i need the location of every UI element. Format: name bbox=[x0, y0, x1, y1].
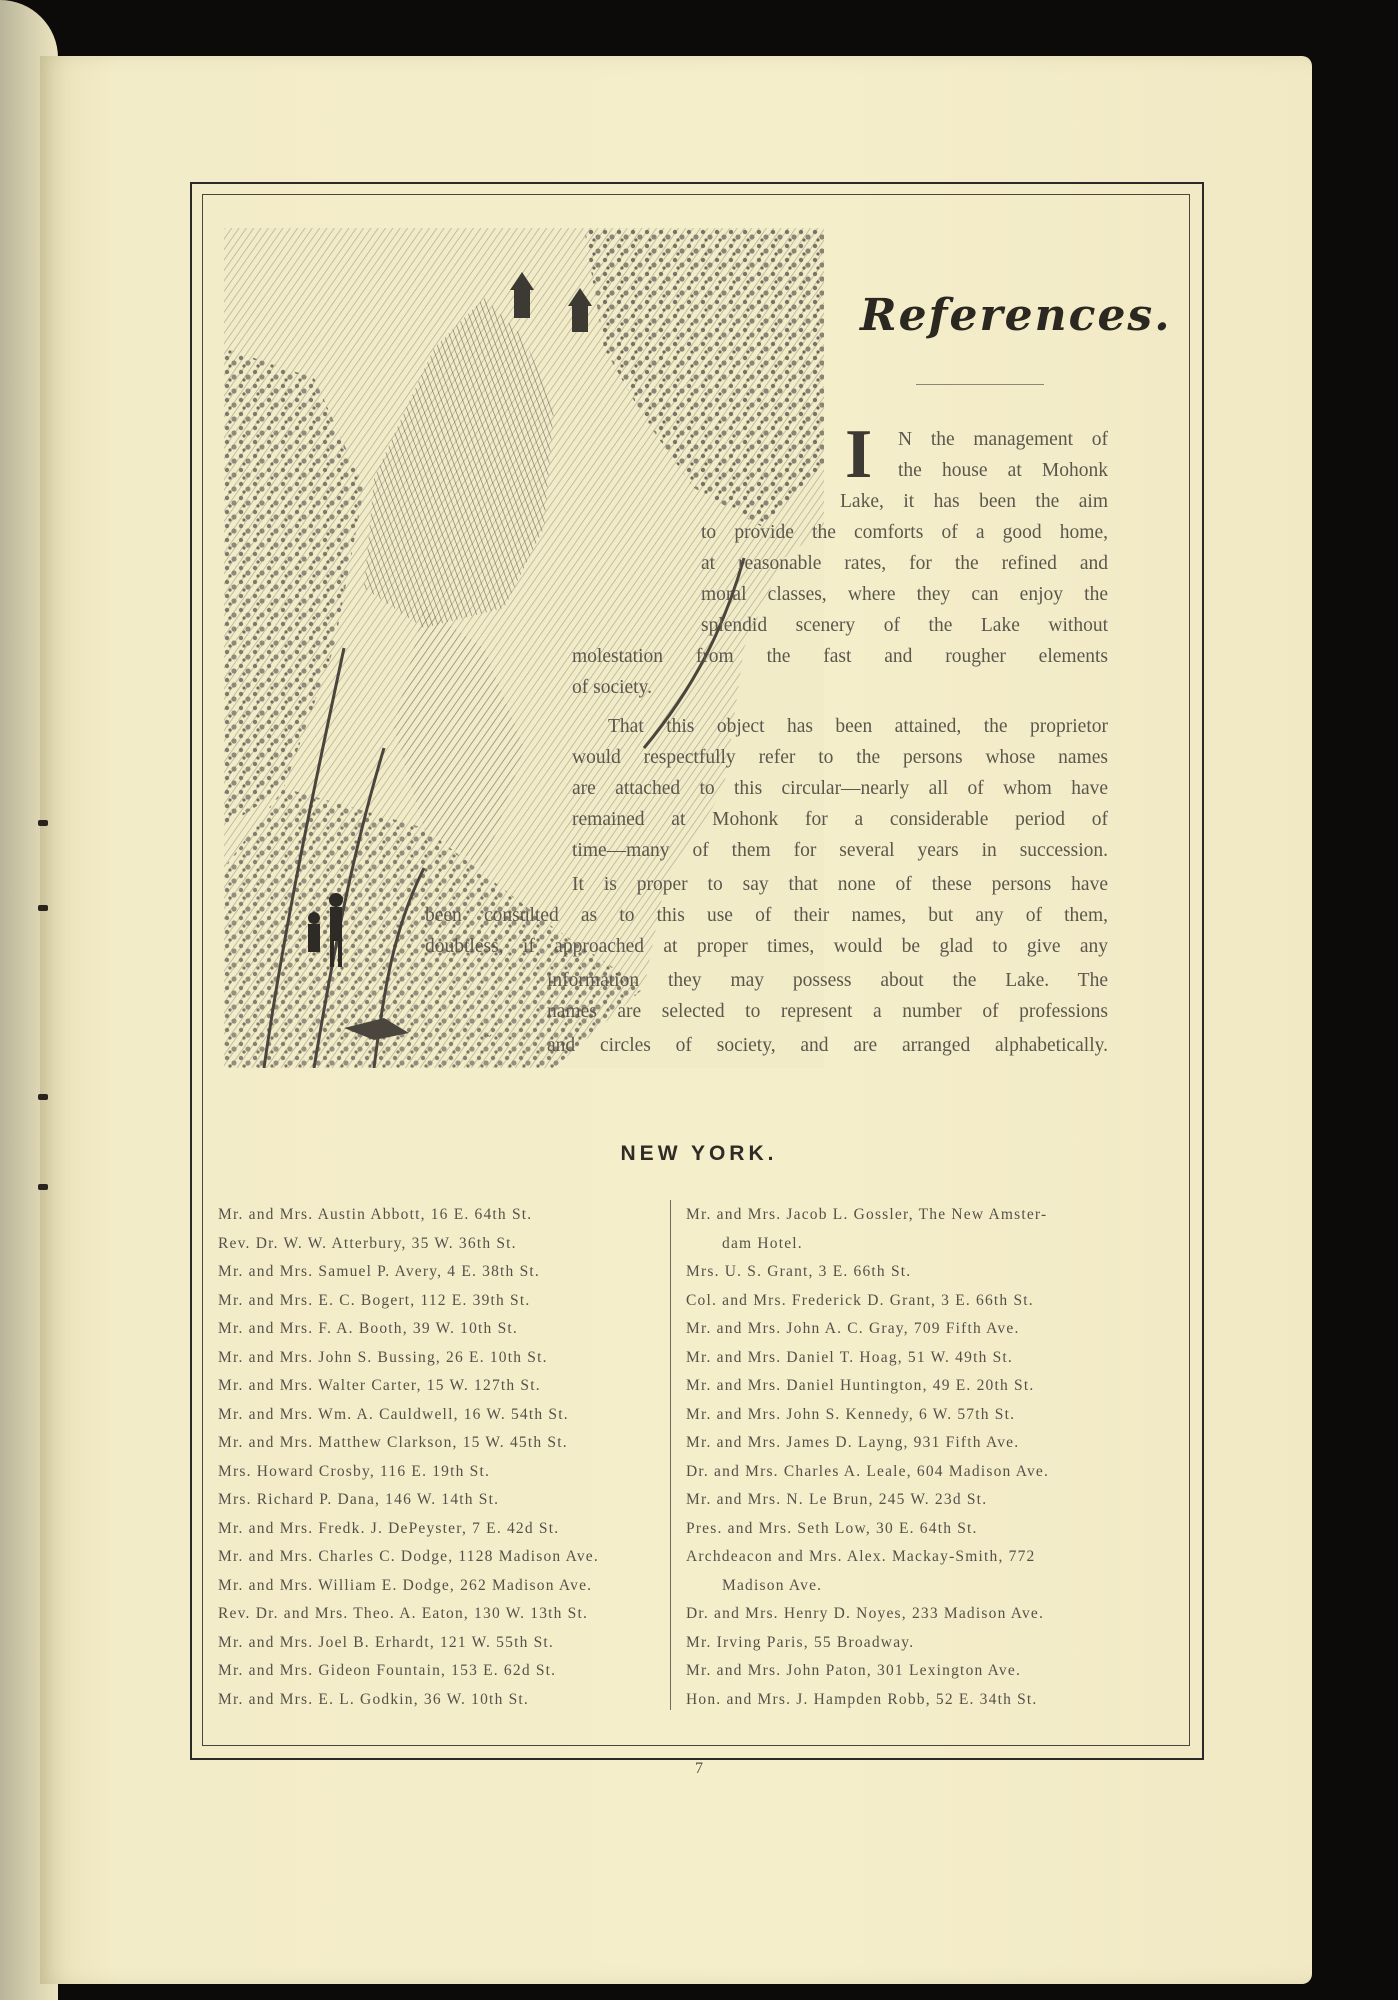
list-item: Mr. and Mrs. John Paton, 301 Lexington Ave. bbox=[686, 1662, 1022, 1679]
list-item: Dr. and Mrs. Charles A. Leale, 604 Madison Ave. bbox=[686, 1463, 1050, 1480]
list-item: dam Hotel. bbox=[722, 1235, 803, 1252]
list-item: Pres. and Mrs. Seth Low, 30 E. 64th St. bbox=[686, 1520, 978, 1537]
list-item: Mr. and Mrs. John S. Kennedy, 6 W. 57th St. bbox=[686, 1406, 1016, 1423]
intro-line: are attached to this circular—nearly all of whom have bbox=[572, 778, 1108, 799]
intro-line: It is proper to say that none of these persons have bbox=[572, 874, 1108, 895]
list-item: Madison Ave. bbox=[722, 1577, 823, 1594]
list-item: Mr. and Mrs. Austin Abbott, 16 E. 64th St. bbox=[218, 1206, 533, 1223]
list-item: Mrs. U. S. Grant, 3 E. 66th St. bbox=[686, 1263, 912, 1280]
list-item: Mr. and Mrs. Daniel T. Hoag, 51 W. 49th St. bbox=[686, 1349, 1014, 1366]
intro-line: to provide the comforts of a good home, bbox=[701, 522, 1108, 543]
page-number: 7 bbox=[695, 1760, 703, 1777]
intro-line: at reasonable rates, for the refined and bbox=[701, 553, 1108, 574]
list-item: Mr. and Mrs. Gideon Fountain, 153 E. 62d St. bbox=[218, 1662, 557, 1679]
list-item: Mr. and Mrs. N. Le Brun, 245 W. 23d St. bbox=[686, 1491, 988, 1508]
list-item: Mr. and Mrs. John S. Bussing, 26 E. 10th St. bbox=[218, 1349, 548, 1366]
intro-line: N the management of bbox=[898, 429, 1108, 450]
list-item: Col. and Mrs. Frederick D. Grant, 3 E. 66th St. bbox=[686, 1292, 1034, 1309]
intro-line: of society. bbox=[572, 677, 652, 698]
intro-line: time—many of them for several years in succession. bbox=[572, 840, 1108, 861]
list-item: Mr. and Mrs. Jacob L. Gossler, The New Amster- bbox=[686, 1206, 1048, 1223]
list-item: Mr. and Mrs. Fredk. J. DePeyster, 7 E. 42d St. bbox=[218, 1520, 560, 1537]
intro-line: information they may possess about the Lake. The bbox=[547, 970, 1108, 991]
svg-text:~: ~ bbox=[484, 1029, 492, 1044]
list-item: Mr. and Mrs. Daniel Huntington, 49 E. 20th St. bbox=[686, 1377, 1035, 1394]
section-heading: NEW YORK. bbox=[620, 1142, 778, 1165]
intro-line: names are selected to represent a number of professions bbox=[547, 1001, 1108, 1022]
intro-line: moral classes, where they can enjoy the bbox=[701, 584, 1108, 605]
list-item: Mr. and Mrs. Joel B. Erhardt, 121 W. 55th St. bbox=[218, 1634, 555, 1651]
intro-line: and circles of society, and are arranged alphabetically. bbox=[547, 1035, 1108, 1056]
list-item: Mr. and Mrs. John A. C. Gray, 709 Fifth Ave. bbox=[686, 1320, 1020, 1337]
list-item: Mr. Irving Paris, 55 Broadway. bbox=[686, 1634, 915, 1651]
binding-stitch bbox=[38, 1184, 48, 1190]
intro-line: would respectfully refer to the persons whose names bbox=[572, 747, 1108, 768]
list-item: Mr. and Mrs. Wm. A. Cauldwell, 16 W. 54th St. bbox=[218, 1406, 569, 1423]
list-item: Mr. and Mrs. E. L. Godkin, 36 W. 10th St. bbox=[218, 1691, 529, 1708]
intro-line: been consulted as to this use of their names, but any of them, bbox=[425, 905, 1108, 926]
drop-cap: I bbox=[845, 416, 873, 493]
list-item: Archdeacon and Mrs. Alex. Mackay-Smith, 772 bbox=[686, 1548, 1036, 1565]
intro-line: doubtless, if approached at proper times, would be glad to give any bbox=[425, 936, 1108, 957]
list-item: Mr. and Mrs. E. C. Bogert, 112 E. 39th St. bbox=[218, 1292, 531, 1309]
list-item: Mr. and Mrs. F. A. Booth, 39 W. 10th St. bbox=[218, 1320, 518, 1337]
intro-line: splendid scenery of the Lake without bbox=[701, 615, 1108, 636]
list-item: Mr. and Mrs. James D. Layng, 931 Fifth Ave. bbox=[686, 1434, 1020, 1451]
list-item: Mrs. Richard P. Dana, 146 W. 14th St. bbox=[218, 1491, 500, 1508]
page-title: References. bbox=[860, 290, 1172, 341]
list-item: Mr. and Mrs. Samuel P. Avery, 4 E. 38th St. bbox=[218, 1263, 540, 1280]
list-item: Mrs. Howard Crosby, 116 E. 19th St. bbox=[218, 1463, 491, 1480]
list-item: Mr. and Mrs. Charles C. Dodge, 1128 Madison Ave. bbox=[218, 1548, 599, 1565]
list-item: Rev. Dr. and Mrs. Theo. A. Eaton, 130 W. 13th St. bbox=[218, 1605, 589, 1622]
list-item: Mr. and Mrs. William E. Dodge, 262 Madison Ave. bbox=[218, 1577, 593, 1594]
list-item: Mr. and Mrs. Matthew Clarkson, 15 W. 45th St. bbox=[218, 1434, 568, 1451]
list-item: Dr. and Mrs. Henry D. Noyes, 233 Madison Ave. bbox=[686, 1605, 1045, 1622]
list-item: Hon. and Mrs. J. Hampden Robb, 52 E. 34th St. bbox=[686, 1691, 1038, 1708]
intro-line: the house at Mohonk bbox=[898, 460, 1108, 481]
list-item: Mr. and Mrs. Walter Carter, 15 W. 127th St. bbox=[218, 1377, 541, 1394]
column-divider bbox=[670, 1200, 671, 1710]
intro-line: Lake, it has been the aim bbox=[840, 491, 1108, 512]
intro-line: remained at Mohonk for a considerable period of bbox=[572, 809, 1108, 830]
list-item: Rev. Dr. W. W. Atterbury, 35 W. 36th St. bbox=[218, 1235, 517, 1252]
intro-line: That this object has been attained, the proprietor bbox=[608, 716, 1108, 737]
intro-line: molestation from the fast and rougher elements bbox=[572, 646, 1108, 667]
